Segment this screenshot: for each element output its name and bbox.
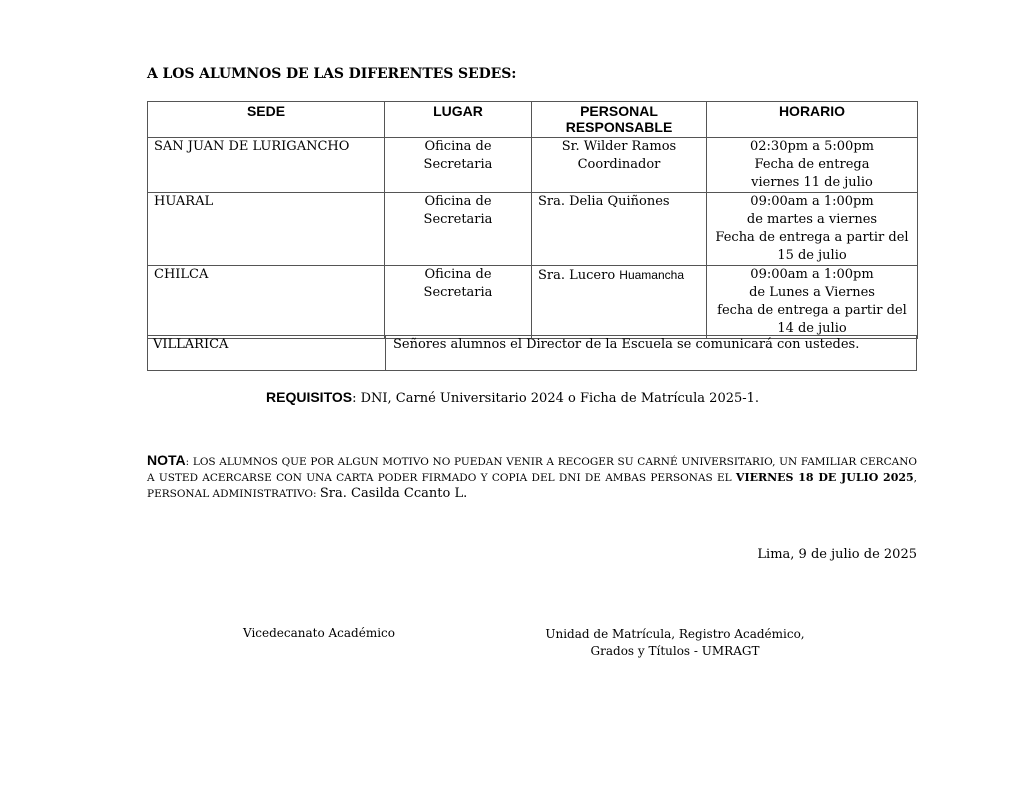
cell-sede: SAN JUAN DE LURIGANCHO (148, 138, 385, 193)
cell-personal (532, 193, 707, 266)
cell-lugar-line: Secretaria (423, 157, 493, 172)
cell-sede: CHILCA (148, 266, 385, 339)
villarica-message: Señores alumnos el Director de la Escuela se comunicará con ustedes. (393, 337, 860, 352)
cell-personal (532, 138, 707, 193)
nota-staff-name: Sra. Casilda Ccanto L. (319, 486, 468, 501)
table-row (148, 138, 918, 193)
signature-umragt-line2: Grados y Títulos - UMRAGT (590, 644, 760, 658)
signature-umragt-line1: Unidad de Matrícula, Registro Académico, (545, 627, 805, 641)
table-row (148, 193, 918, 266)
cell-lugar (385, 138, 532, 193)
cell-horario-line: Fecha de entrega a partir del (715, 230, 909, 245)
cell-horario-line: 09:00am a 1:00pm (750, 267, 874, 282)
cell-personal-surname: Huamancha (619, 268, 685, 282)
villarica-sede: VILLARICA (153, 337, 229, 352)
header-horario: HORARIO (707, 102, 918, 138)
nota-label: NOTA (147, 452, 186, 468)
requisitos-line (266, 389, 759, 406)
cell-horario-line: Fecha de entrega (754, 157, 870, 172)
signature-umragt (540, 626, 810, 660)
header-lugar: LUGAR (385, 102, 532, 138)
cell-horario-line: de Lunes a Viernes (749, 285, 875, 300)
cell-horario (707, 138, 918, 193)
cell-personal-line: Sra. Delia Quiñones (538, 194, 670, 209)
cell-horario-line: 14 de julio (777, 321, 847, 336)
page-heading: A LOS ALUMNOS DE LAS DIFERENTES SEDES: (147, 66, 517, 82)
nota-paragraph (147, 452, 917, 502)
header-personal (532, 102, 707, 138)
signature-vicedecanato: Vicedecanato Académico (243, 626, 396, 640)
cell-lugar (385, 193, 532, 266)
table-row (148, 266, 918, 339)
schedule-table (147, 101, 918, 339)
table-header-row (148, 102, 918, 138)
cell-lugar-line: Secretaria (423, 285, 493, 300)
cell-horario (707, 193, 918, 266)
header-sede: SEDE (148, 102, 385, 138)
cell-personal-line: Sr. Wilder Ramos (561, 139, 677, 154)
cell-horario-line: 02:30pm a 5:00pm (750, 139, 874, 154)
cell-lugar-line: Oficina de (424, 267, 492, 282)
nota-staff-label: , PERSONAL ADMINISTRATIVO: (147, 472, 917, 500)
cell-personal (532, 266, 707, 339)
header-personal-line1: PERSONAL (580, 103, 658, 119)
requisitos-label: REQUISITOS (266, 389, 353, 405)
cell-horario-line: viernes 11 de julio (751, 175, 873, 190)
nota-text: : LOS ALUMNOS QUE POR ALGUN MOTIVO NO PUEDAN VENIR A RECOGER SU CARNÉ UNIVERSITARIO, UN FAMILIAR CERCANO A USTED ACERCARSE CON UNA CARTA PODER FIRMADO Y COPIA DEL DNI DE AMBAS PERSONAS EL (147, 456, 917, 484)
cell-horario-line: de martes a viernes (746, 212, 878, 227)
villarica-row (147, 335, 917, 371)
cell-lugar (385, 266, 532, 339)
cell-sede: HUARAL (148, 193, 385, 266)
cell-horario-line: 09:00am a 1:00pm (750, 194, 874, 209)
cell-lugar-line: Oficina de (424, 194, 492, 209)
requisitos-text: : DNI, Carné Universitario 2024 o Ficha de Matrícula 2025-1. (352, 391, 760, 406)
villarica-divider (385, 336, 386, 370)
cell-personal-name: Sra. Lucero (538, 268, 620, 283)
cell-personal-line: Coordinador (577, 157, 661, 172)
nota-date: VIERNES 18 DE JULIO 2025 (735, 471, 914, 484)
cell-horario-line: 15 de julio (777, 248, 847, 263)
cell-horario (707, 266, 918, 339)
cell-lugar-line: Secretaria (423, 212, 493, 227)
header-personal-line2: RESPONSABLE (565, 119, 673, 135)
cell-lugar-line: Oficina de (424, 139, 492, 154)
date-line: Lima, 9 de julio de 2025 (757, 547, 917, 562)
cell-horario-line: fecha de entrega a partir del (717, 303, 907, 318)
